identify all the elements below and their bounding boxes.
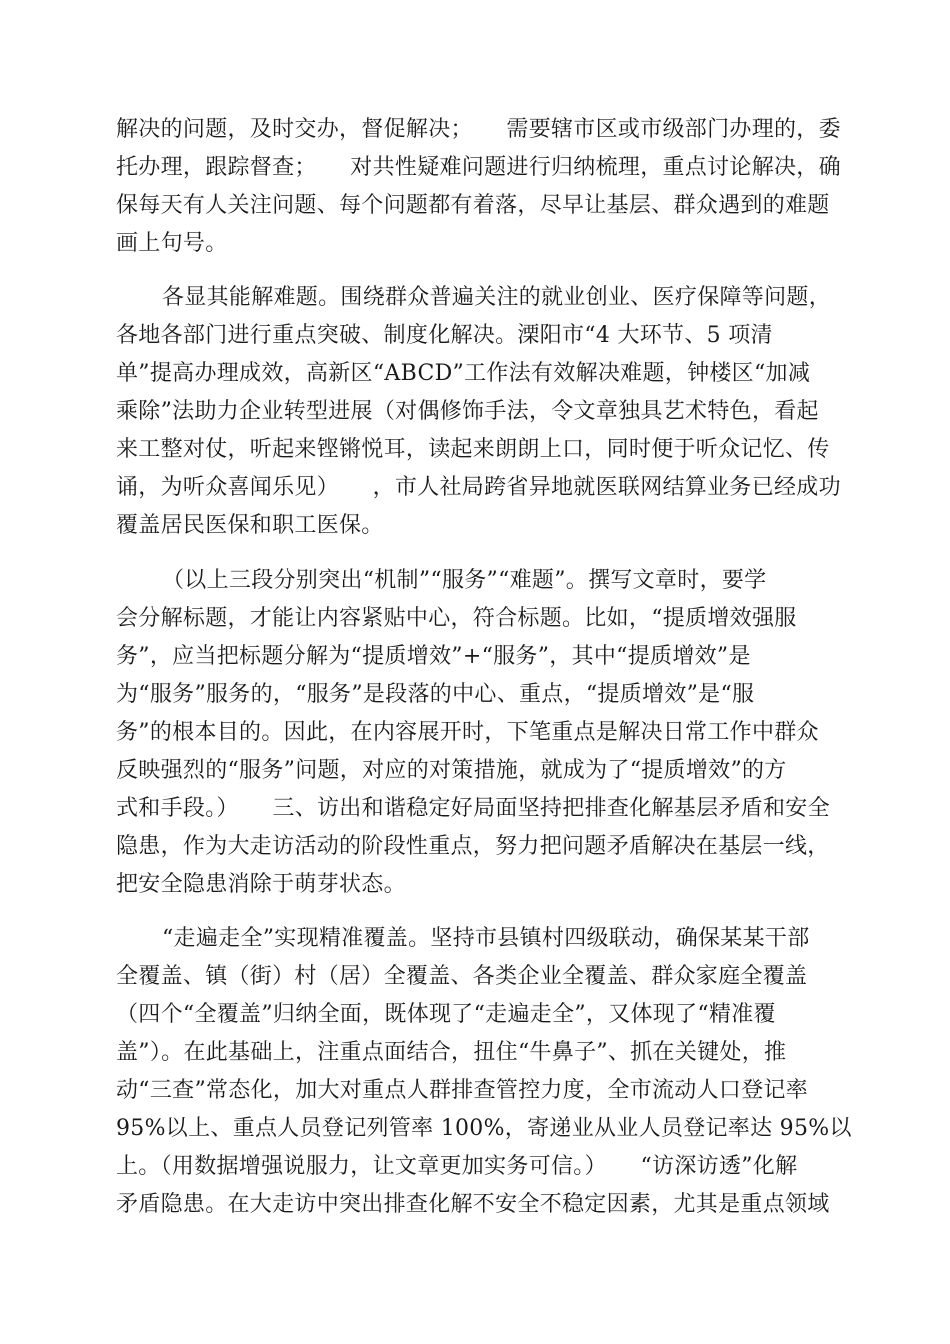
- text-line: 来工整对仗，听起来铿锵悦耳，读起来朗朗上口，同时便于听众记忆、传: [116, 437, 830, 462]
- text-line: 动“三查”常态化，加大对重点人群排查管控力度，全市流动人口登记率: [116, 1078, 809, 1103]
- text-line: 各地各部门进行重点突破、制度化解决。溧阳市“4 大环节、5 项清: [116, 323, 773, 348]
- text-line: 托办理，跟踪督查； 对共性疑难问题进行归纳梳理，重点讨论解决，确: [116, 155, 841, 180]
- text-line: 盖”）。在此基础上，注重点面结合，扭住“牛鼻子”、抓在关键处，推: [116, 1040, 787, 1065]
- text-line: 隐患，作为大走访活动的阶段性重点，努力把问题矛盾解决在基层一线，: [116, 834, 830, 859]
- text-line: 为“服务”服务的，“服务”是段落的中心、重点，“提质增效”是“服: [116, 682, 755, 707]
- text-line: （四个“全覆盖”归纳全面，既体现了“走遍走全”，又体现了“精准覆: [116, 1002, 776, 1027]
- text-line: 诵，为听众喜闻乐见） ，市人社局跨省异地就医联网结算业务已经成功: [116, 475, 841, 500]
- paragraph-first-line: （以上三段分别突出“机制”“服务”“难题”。撰写文章时，要学: [162, 568, 767, 593]
- text-line: 95%以上、重点人员登记列管率 100%，寄递业从业人员登记率达 95%以: [116, 1116, 852, 1141]
- paragraph-first-line: 各显其能解难题。围绕群众普遍关注的就业创业、医疗保障等问题，: [162, 285, 832, 310]
- text-line: 务”的根本目的。因此，在内容展开时，下笔重点是解决日常工作中群众: [116, 720, 819, 745]
- text-line: 全覆盖、镇（街）村（居）全覆盖、各类企业全覆盖、群众家庭全覆盖: [116, 964, 808, 989]
- text-line: 矛盾隐患。在大走访中突出排查化解不安全不稳定因素，尤其是重点领域: [116, 1192, 830, 1217]
- text-line: 解决的问题，及时交办，督促解决； 需要辖市区或市级部门办理的，委: [116, 117, 841, 142]
- paragraph-first-line: “走遍走全”实现精准覆盖。坚持市县镇村四级联动，确保某某干部: [162, 926, 810, 951]
- text-line: 乘除”法助力企业转型进展（对偶修饰手法，令文章独具艺术特色，看起: [116, 399, 819, 424]
- text-line: 上。（用数据增强说服力，让文章更加实务可信。） “访深访透”化解: [116, 1154, 798, 1179]
- text-line: 反映强烈的“服务”问题，对应的对策措施，就成为了“提质增效”的方: [116, 758, 787, 783]
- text-line: 画上句号。: [116, 231, 228, 256]
- text-line: 覆盖居民医保和职工医保。: [116, 513, 384, 538]
- text-line: 式和手段。） 三、访出和谐稳定好局面坚持把排查化解基层矛盾和安全: [116, 796, 830, 821]
- text-line: 保每天有人关注问题、每个问题都有着落，尽早让基层、群众遇到的难题: [116, 193, 830, 218]
- text-line: 单”提高办理成效，高新区“ABCD”工作法有效解决难题，钟楼区“加减: [116, 361, 811, 386]
- text-line: 把安全隐患消除于萌芽状态。: [116, 872, 406, 897]
- text-line: 会分解标题，才能让内容紧贴中心，符合标题。比如，“提质增效强服: [116, 606, 797, 631]
- text-line: 务”，应当把标题分解为“提质增效”+“服务”，其中“提质增效”是: [116, 644, 751, 669]
